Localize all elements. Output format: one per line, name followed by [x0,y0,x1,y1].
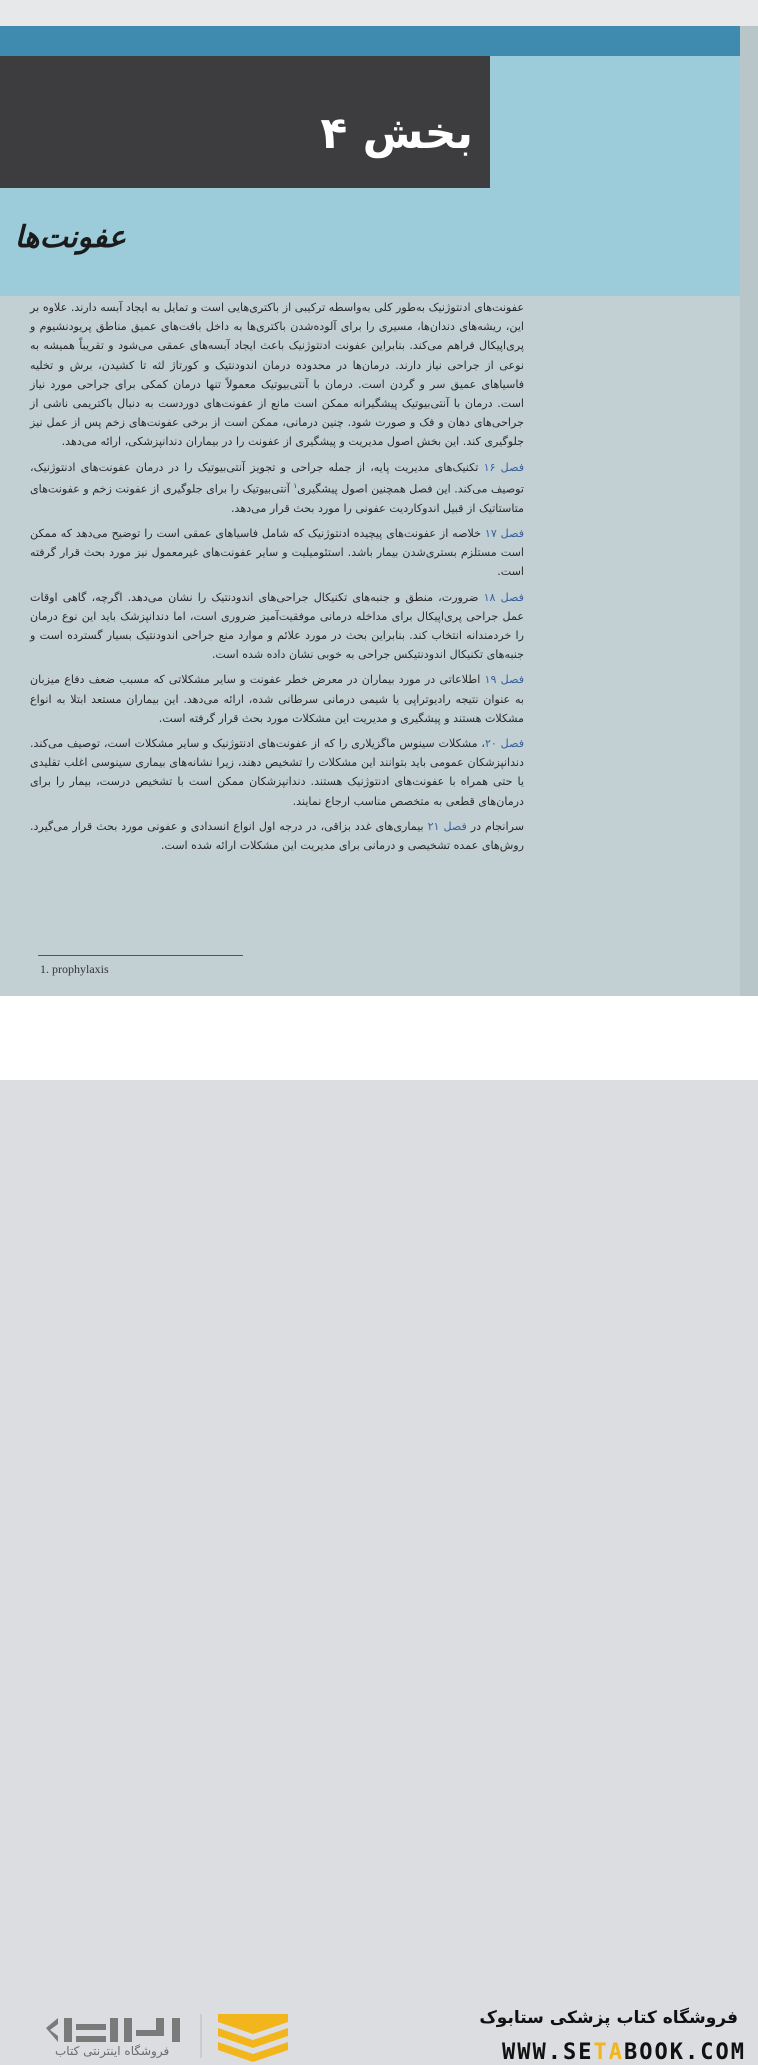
store-url[interactable]: WWW.SETABOOK.COM [502,2040,746,2065]
part-title: بخش ۴ [320,108,473,159]
footnote: 1. prophylaxis [40,962,109,976]
store-footer [0,996,758,2065]
book-page [0,0,758,996]
chapter-ref-link[interactable]: فصل ۱۶ [483,460,524,474]
chapter-ref-link[interactable]: فصل ۲۱ [427,819,467,833]
chapter-20-paragraph: فصل ۲۰، مشکلات سینوس ماگزیلاری را که از عفونت‌های ادنتوژنیک و سایر مشکلات است، توصیف می‌کند. دندانپزشکان عمومی باید بتوانند این مشکلات را تشخیص دهند، زیرا نشانه‌های بیماری سینوسی اغلب تقلیدی یا حتی همراه با عفونت‌های ادنتوژنیک هستند. دندانپزشکان ممکن است با تشخیص درست، بیمار را برای درمان‌های قطعی به متخصص مناسب ارجاع نمایند. [30,736,524,808]
chapter-16-paragraph: فصل ۱۶ تکنیک‌های مدیریت پایه، از جمله جراحی و تجویز آنتی‌بیوتیک را در درمان عفونت‌های ادنتوژنیک، توصیف می‌کند. این فصل همچنین اصول پیشگیری$^۱$ آنتی‌بیوتیک را برای جلوگیری از عفونت زخم و عفونت‌های متاستاتیک از قبیل اندوکاردیت عفونی را مورد بحث قرار می‌دهد. [30,460,524,515]
chapter-ref-link[interactable]: فصل ۱۸ [483,590,524,604]
chapter-19-paragraph: فصل ۱۹ اطلاعاتی در مورد بیماران در معرض خطر عفونت و سایر مشکلاتی که مسبب ضعف دفاع میزبان به عنوان نتیجه رادیوتراپی یا شیمی درمانی سرطانی شده، ارائه می‌دهد. این بیماران مستعد ابتلا به انواع مشکلات هستند و پیشگیری و مدیریت این مشکلات مورد بحث قرار گرفته است. [30,673,524,725]
store-name: فروشگاه کتاب پزشکی ستابوک [479,2008,738,2028]
chapter-ref-link[interactable]: فصل ۱۹ [484,673,524,687]
closing-paragraph: سرانجام در فصل ۲۱ بیماری‌های غدد بزاقی، در درجه اول انواع انسدادی و عفونی مورد بحث قرار می‌گیرد. روش‌های عمده تشخیصی و درمانی برای مدیریت این مشکلات ارائه شده است. [30,819,524,852]
footnote-divider [38,955,243,956]
intro-paragraph: عفونت‌های ادنتوژنیک به‌طور کلی به‌واسطه ترکیبی از باکتری‌هایی است و تمایل به ایجاد آبسه دارند. علاوه بر این، ریشه‌های دندان‌ها، مسیری را برای آلوده‌شدن باکتری‌ها به داخل بافت‌های عمیق مناطق پریودنشیوم و پری‌اپیکال فراهم می‌کند. بنابراین عفونت ادنتوژنیک باعث ایجاد آبسه‌های عمقی می‌شود و تقریباً همیشه به نوعی از جراحی نیاز دارند. درمان‌ها در محدوده درمان اندودنتیک و کورتاژ لثه تا کشیدن، برش و تخلیه فاسیاهای عمیق سر و گردن است. درمان با آنتی‌بیوتیک معمولاً تنها درمان کمکی برای جراحی مورد نیاز است. درمان با آنتی‌بیوتیک پیشگیرانه ممکن است مانع از عفونت‌های دوردست به دنبال باکتریمی ناشی از جراحی‌های دهان و فک و صورت شود. چنین درمانی، ممکن است از برخی عفونت‌های زخم پس از عمل نیز جلوگیری کند. این بخش اصول مدیریت و پیشگیری از عفونت را در بیماران دندانپزشکی، ارائه می‌دهد. [30,301,524,449]
chapter-ref-link[interactable]: فصل ۲۰ [484,736,524,750]
chapter-title: عفونت‌ها [14,220,126,255]
body-text [30,298,524,861]
chapter-ref-link[interactable]: فصل ۱۷ [484,526,524,540]
footnote-marker: ۱ [293,481,298,490]
chapter-18-paragraph: فصل ۱۸ ضرورت، منطق و جنبه‌های تکنیکال جراحی‌های اندودنتیک را نشان می‌دهد. اگرچه، گاهی اوقات عمل جراحی پری‌اپیکال برای مداخله درمانی موفقیت‌آمیز ضروری است، اما دندانپزشک باید این نوع درمان را خردمندانه انتخاب کند. بنابراین بحث در مورد علائم و موارد منع جراحی اندودنتیک بسیار گسترده است و جنبه‌های تکنیکال اندودنتیکس جراحی به خوبی نشان داده شده است. [30,590,524,662]
logo-tagline: فروشگاه اینترنتی کتاب [55,2044,170,2058]
chapter-17-paragraph: فصل ۱۷ خلاصه از عفونت‌های پیچیده ادنتوژنیک که شامل فاسیاهای عمقی است را توضیح می‌دهد که ممکن است مستلزم بستری‌شدن بیمار باشد. استئومیلیت و سایر عفونت‌های غیرمعمول نیز مورد بحث قرار گرفته است. [30,526,524,579]
page-edge-shadow [740,26,758,996]
